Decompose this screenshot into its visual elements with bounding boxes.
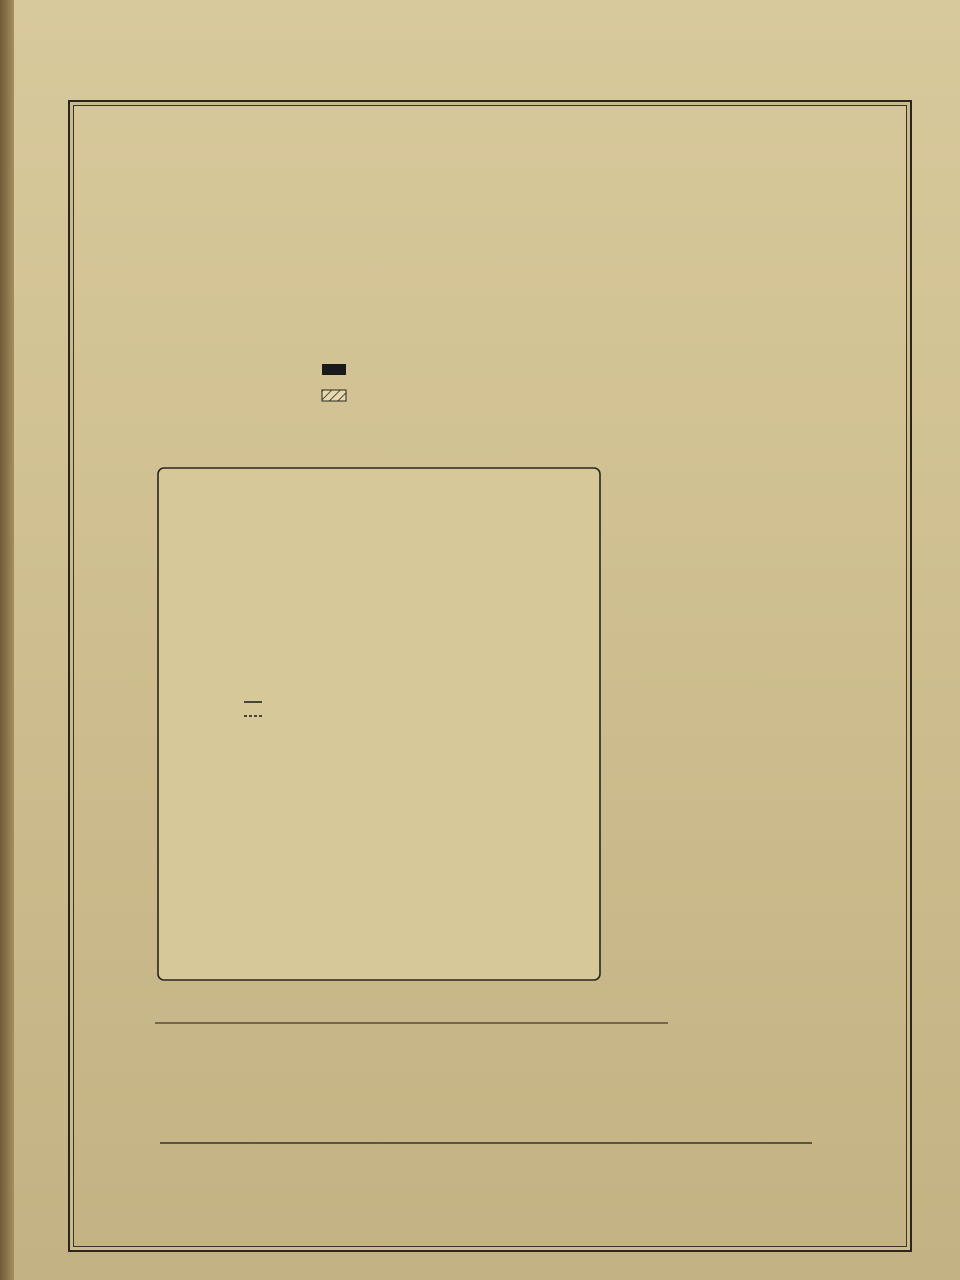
inset-box (158, 468, 600, 980)
legend-swatch-typhus (322, 364, 346, 375)
legend-swatch-fievre (322, 390, 346, 401)
